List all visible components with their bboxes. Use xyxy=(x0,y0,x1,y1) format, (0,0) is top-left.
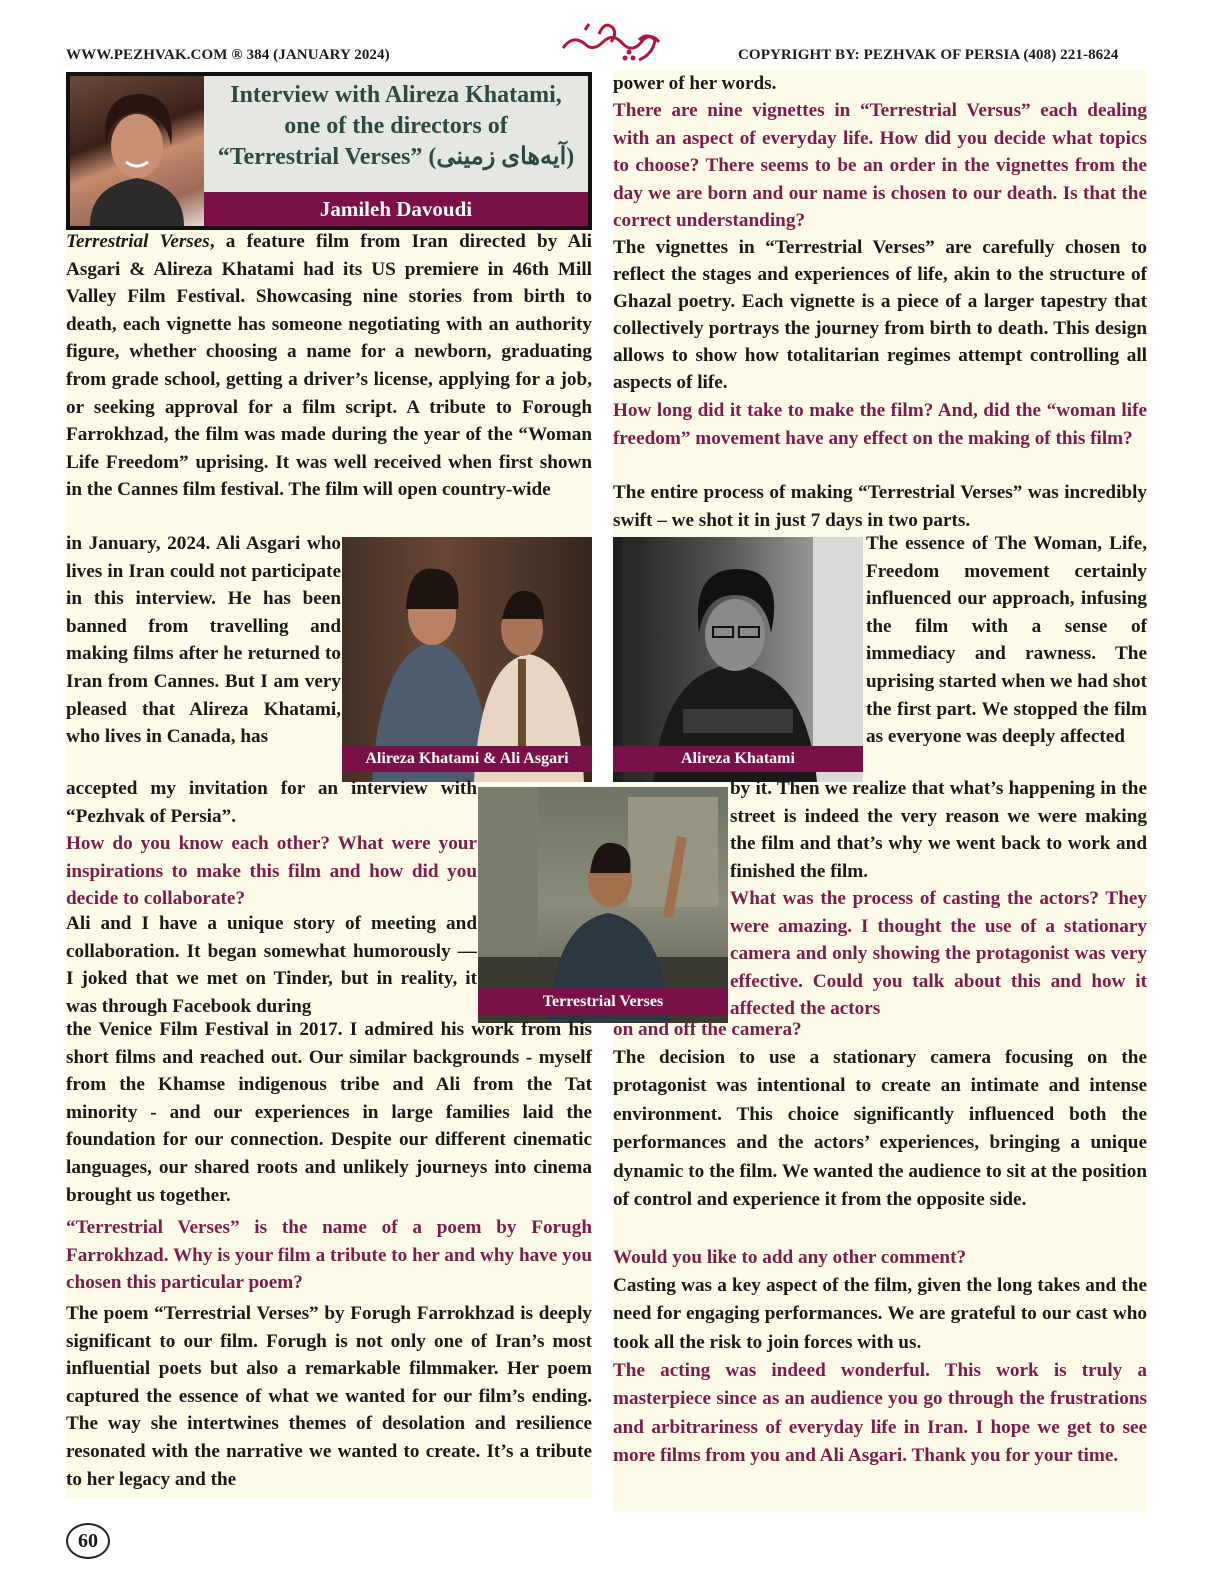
question-6: Would you like to add any other comment? xyxy=(613,1247,967,1268)
intro-end: accepted my invitation for an interview with “Pezhvak of Persia”. xyxy=(66,778,477,827)
answer-5: The decision to use a stationary camera focusing on the protagonist was intentional to create an intimate and intense environment. This choice significantly influenced both the performances and the actors’ experiences, bringing a unique dynamic to the film. We wanted the audience to sit at the position of control and experience it from the opposite side. xyxy=(613,1047,1147,1211)
intro-narrow-paragraph: in January, 2024. Ali Asgari who lives in Iran could not participate in this interview. He has been banned from travelling and making films after he returned to Iran from Cannes. But I am very pleased that Alireza Khatami, who lives in Canada, has xyxy=(66,533,341,748)
title-line-1: Interview with Alireza Khatami, xyxy=(230,82,562,108)
question-5-end: on and off the camera? xyxy=(613,1019,802,1040)
title-box xyxy=(66,72,592,230)
answer-4-start: The entire process of making “Terrestrial Verses” was incredibly swift – we shot it in just 7 days in two parts. xyxy=(613,482,1147,531)
caption-alireza-khatami: Alireza Khatami xyxy=(613,746,863,772)
question-2: “Terrestrial Verses” is the name of a poem by Forugh Farrokhzad. Why is your film a tribute to her and why have you chosen this particular poem? xyxy=(66,1217,592,1294)
header-site-issue: WWW.PEZHVAK.COM ® 384 (JANUARY 2024) xyxy=(66,47,390,63)
question-5: What was the process of casting the actors? They were amazing. I thought the use of a stationary camera and only showing the protagonist was very effective. Could you talk about this and how it affected the actors xyxy=(730,888,1147,1020)
magazine-logo xyxy=(555,18,665,68)
answer-4-end: by it. Then we realize that what’s happening in the street is indeed the very reason we were making the film and that’s why we went back to work and finished the film. xyxy=(730,778,1147,882)
title-line-2: one of the directors of xyxy=(284,113,508,139)
caption-directors: Alireza Khatami & Ali Asgari xyxy=(342,746,592,772)
header-copyright: COPYRIGHT BY: PEZHVAK OF PERSIA (408) 221-8624 xyxy=(738,47,1119,63)
question-3: There are nine vignettes in “Terrestrial Versus” each dealing with an aspect of everyday life. How did you decide what topics to choose? There seems to be an order in the vignettes from the day we are born and our name is chosen to our death. Is that the correct understanding? xyxy=(613,100,1147,232)
answer-2-continued: power of her words. xyxy=(613,73,777,94)
intro-paragraph xyxy=(66,228,592,504)
answer-4-narrow: The essence of The Woman, Life, Freedom movement certainly influenced our approach, infusing the film with a sense of immediacy and rawness. The uprising started when we had shot the first part. We stopped the film as everyone was deeply affected xyxy=(866,533,1147,748)
intro-text: , a feature film from Iran directed by Ali Asgari & Alireza Khatami had its US premiere in 46th Mill Valley Film Festival. Showcasing nine stories from birth to death, each vignette has someone negotiating with an authority figure, whether choosing a name for a newborn, graduating from grade school, getting a driver’s license, applying for a job, or seeking approval for a film script. A tribute to Forough Farrokhzad, the film was made during the year of the “Woman Life Freedom” uprising. It was well received when first shown in the Cannes film festival. The film will open country-wide xyxy=(66,231,592,501)
answer-2: The poem “Terrestrial Verses” by Forugh Farrokhzad is deeply significant to our film. Forugh is not only one of Iran’s most influential poets but also a remarkable filmmaker. Her poem captured the essence of what we wanted for our film’s ending. The way she intertwines themes of desolation and resilience resonated with the narrative we wanted to create. It’s a tribute to her legacy and the xyxy=(66,1303,592,1490)
closing-remark: The acting was indeed wonderful. This work is truly a masterpiece since as an audience you go through the frustrations and arbitrariness of everyday life in Iran. I hope we get to see more films from you and Ali Asgari. Thank you for your time. xyxy=(613,1360,1147,1467)
question-1: How do you know each other? What were your inspirations to make this film and how did you decide to collaborate? xyxy=(66,833,477,910)
answer-6: Casting was a key aspect of the film, given the long takes and the need for engaging performances. We are grateful to our cast who took all the risk to join forces with us. xyxy=(613,1275,1147,1353)
author-portrait xyxy=(70,76,204,226)
title-line-3: “Terrestrial Verses” (آیه‌های زمینی) xyxy=(217,144,575,170)
page-number: 60 xyxy=(66,1523,110,1559)
title-panel xyxy=(204,76,588,192)
intro-film-title: Terrestrial Verses xyxy=(66,231,210,252)
answer-1: the Venice Film Festival in 2017. I admired his work from his short films and reached out. Our similar backgrounds - myself from the Khamse indigenous tribe and Ali from the Tat minority - and our experiences in large families laid the foundation for our connection. Despite our different cinematic languages, our shared roots and unlikely journeys into cinema brought us together. xyxy=(66,1019,592,1206)
answer-3: The vignettes in “Terrestrial Verses” are carefully chosen to reflect the stages and experiences of life, akin to the structure of Ghazal poetry. Each vignette is a piece of a larger tapestry that collectively portrays the journey from birth to death. This design allows to show how totalitarian regimes attempt controlling all aspects of life. xyxy=(613,237,1147,393)
caption-film-still: Terrestrial Verses xyxy=(478,988,728,1015)
question-4: How long did it take to make the film? And, did the “woman life freedom” movement have any effect on the making of this film? xyxy=(613,400,1147,449)
author-name: Jamileh Davoudi xyxy=(204,192,588,226)
answer-1-narrow: Ali and I have a unique story of meeting and collaboration. It began somewhat humorously — I joked that we met on Tinder, but in reality, it was through Facebook during xyxy=(66,913,477,1017)
